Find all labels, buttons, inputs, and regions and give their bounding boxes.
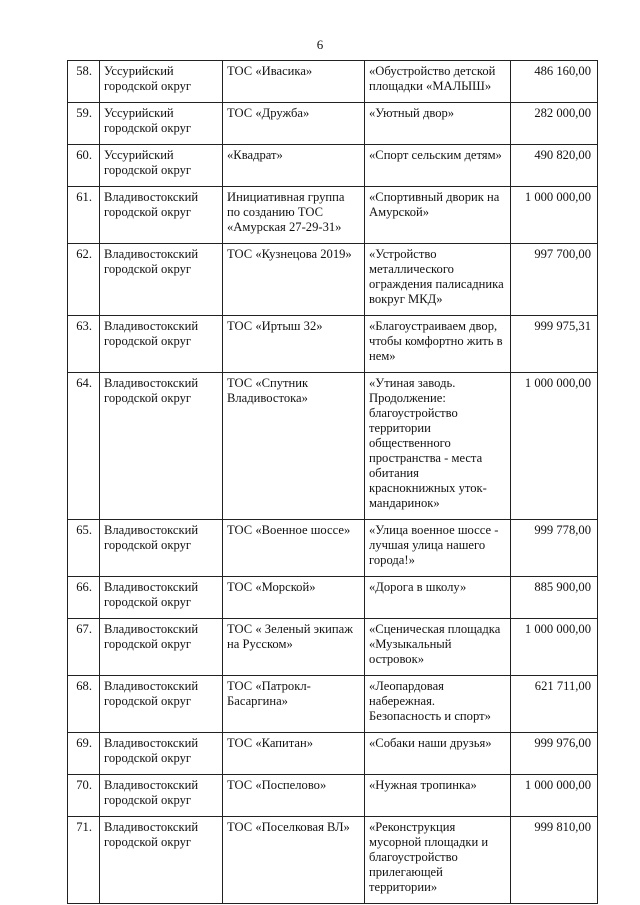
row-number: 59. [68, 103, 100, 145]
amount-cell: 1 000 000,00 [511, 373, 598, 520]
table-row [68, 145, 598, 187]
district-cell: Владивостокский городской округ [100, 187, 223, 244]
organization-cell: ТОС «Кузнецова 2019» [223, 244, 365, 316]
row-number: 71. [68, 817, 100, 904]
amount-cell: 1 000 000,00 [511, 187, 598, 244]
row-number: 60. [68, 145, 100, 187]
amount-cell: 621 711,00 [511, 676, 598, 733]
table-row [68, 187, 598, 244]
project-cell: «Обустройство детской площадки «МАЛЫШ» [365, 61, 511, 103]
organization-cell: ТОС «Поспелово» [223, 775, 365, 817]
organization-cell: ТОС «Морской» [223, 577, 365, 619]
table-row [68, 577, 598, 619]
table-row [68, 316, 598, 373]
row-number: 67. [68, 619, 100, 676]
project-cell: «Дорога в школу» [365, 577, 511, 619]
amount-cell: 486 160,00 [511, 61, 598, 103]
amount-cell: 885 900,00 [511, 577, 598, 619]
organization-cell: ТОС «Спутник Владивостока» [223, 373, 365, 520]
project-cell: «Нужная тропинка» [365, 775, 511, 817]
project-cell: «Реконструкция мусорной площадки и благоустройство прилегающей территории» [365, 817, 511, 904]
amount-cell: 282 000,00 [511, 103, 598, 145]
amount-cell: 999 810,00 [511, 817, 598, 904]
project-cell: «Улица военное шоссе - лучшая улица нашего города!» [365, 520, 511, 577]
amount-cell: 997 700,00 [511, 244, 598, 316]
table-row [68, 817, 598, 904]
district-cell: Уссурийский городской округ [100, 61, 223, 103]
row-number: 64. [68, 373, 100, 520]
organization-cell: ТОС «Поселковая ВЛ» [223, 817, 365, 904]
amount-cell: 999 975,31 [511, 316, 598, 373]
project-cell: «Утиная заводь. Продолжение: благоустройство территории общественного пространства - места обитания краснокнижных уток-мандаринок» [365, 373, 511, 520]
amount-cell: 1 000 000,00 [511, 775, 598, 817]
district-cell: Владивостокский городской округ [100, 619, 223, 676]
organization-cell: ТОС «Ивасика» [223, 61, 365, 103]
amount-cell: 490 820,00 [511, 145, 598, 187]
district-cell: Владивостокский городской округ [100, 244, 223, 316]
organization-cell: ТОС « Зеленый экипаж на Русском» [223, 619, 365, 676]
organization-cell: ТОС «Патрокл-Басаргина» [223, 676, 365, 733]
row-number: 63. [68, 316, 100, 373]
grants-table-body [68, 61, 598, 904]
project-cell: «Уютный двор» [365, 103, 511, 145]
table-row [68, 619, 598, 676]
table-row [68, 733, 598, 775]
organization-cell: ТОС «Военное шоссе» [223, 520, 365, 577]
row-number: 62. [68, 244, 100, 316]
district-cell: Владивостокский городской округ [100, 373, 223, 520]
district-cell: Владивостокский городской округ [100, 316, 223, 373]
table-row [68, 520, 598, 577]
project-cell: «Сценическая площадка «Музыкальный островок» [365, 619, 511, 676]
project-cell: «Благоустраиваем двор, чтобы комфортно жить в нем» [365, 316, 511, 373]
district-cell: Владивостокский городской округ [100, 817, 223, 904]
district-cell: Владивостокский городской округ [100, 676, 223, 733]
table-row [68, 103, 598, 145]
project-cell: «Собаки наши друзья» [365, 733, 511, 775]
district-cell: Уссурийский городской округ [100, 145, 223, 187]
page-number: 6 [316, 37, 324, 52]
row-number: 61. [68, 187, 100, 244]
amount-cell: 999 976,00 [511, 733, 598, 775]
row-number: 70. [68, 775, 100, 817]
project-cell: «Спортивный дворик на Амурской» [365, 187, 511, 244]
project-cell: «Спорт сельским детям» [365, 145, 511, 187]
row-number: 68. [68, 676, 100, 733]
organization-cell: ТОС «Дружба» [223, 103, 365, 145]
table-row [68, 676, 598, 733]
organization-cell: Инициативная группа по созданию ТОС «Амурская 27-29-31» [223, 187, 365, 244]
amount-cell: 1 000 000,00 [511, 619, 598, 676]
row-number: 69. [68, 733, 100, 775]
district-cell: Владивостокский городской округ [100, 733, 223, 775]
table-row [68, 61, 598, 103]
amount-cell: 999 778,00 [511, 520, 598, 577]
row-number: 65. [68, 520, 100, 577]
district-cell: Владивостокский городской округ [100, 577, 223, 619]
organization-cell: ТОС «Капитан» [223, 733, 365, 775]
organization-cell: «Квадрат» [223, 145, 365, 187]
district-cell: Владивостокский городской округ [100, 520, 223, 577]
table-row [68, 373, 598, 520]
organization-cell: ТОС «Иртыш 32» [223, 316, 365, 373]
row-number: 58. [68, 61, 100, 103]
table-row [68, 244, 598, 316]
project-cell: «Устройство металлического ограждения палисадника вокруг МКД» [365, 244, 511, 316]
project-cell: «Леопардовая набережная. Безопасность и спорт» [365, 676, 511, 733]
district-cell: Владивостокский городской округ [100, 775, 223, 817]
district-cell: Уссурийский городской округ [100, 103, 223, 145]
grants-table [67, 60, 598, 904]
row-number: 66. [68, 577, 100, 619]
table-row [68, 775, 598, 817]
